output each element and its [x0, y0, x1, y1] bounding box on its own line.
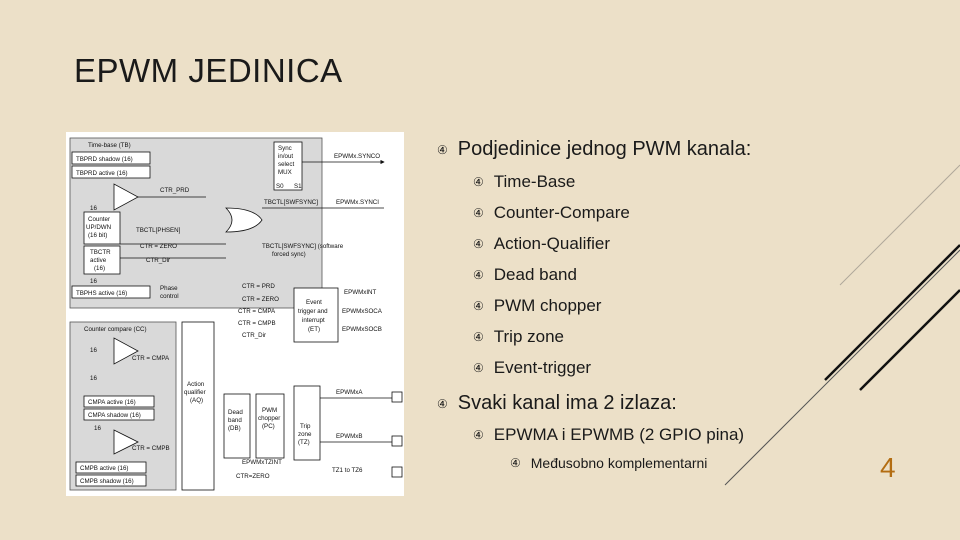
- cc-title: Counter compare (CC): [84, 326, 147, 333]
- slide-title: EPWM JEDINICA: [74, 52, 343, 89]
- bullet-icon: ④: [437, 396, 448, 411]
- db-l2: band: [228, 417, 242, 424]
- et-sig-cmpb: CTR = CMPB: [238, 320, 276, 327]
- bullet-icon: ④: [473, 299, 484, 313]
- pc-l2: chopper: [258, 415, 281, 422]
- tz-l3: (TZ): [298, 439, 310, 446]
- pc-l1: PWM: [262, 407, 278, 414]
- epwmxa-label: EPWMxA: [336, 389, 363, 396]
- ctr-prd-label: CTR_PRD: [160, 187, 190, 194]
- bullet-icon: ④: [473, 206, 484, 220]
- epwmx-int-label: EPWMxINT: [344, 289, 377, 296]
- sub-bullet-text: PWM chopper: [493, 296, 602, 315]
- tbctl-swfsync-label: TBCTL[SWFSYNC]: [264, 199, 318, 206]
- sub-bullet: [473, 234, 610, 254]
- bullet-icon: ④: [473, 330, 484, 344]
- tbctr-l2: active: [90, 257, 107, 264]
- sub-bullet-text: Trip zone: [493, 327, 564, 346]
- pc-l3: (PC): [262, 423, 275, 430]
- et-l3: interrupt: [302, 317, 325, 324]
- bullet-icon: ④: [473, 175, 484, 189]
- aq-l1: Action: [187, 381, 205, 388]
- et-sig-prd: CTR = PRD: [242, 283, 275, 290]
- cmpb-active-label: CMPB active (16): [80, 465, 129, 472]
- ctr-cmpb-label: CTR = CMPB: [132, 445, 170, 452]
- sub-bullet: [473, 358, 591, 378]
- tbprd-active-label: TBPRD active (16): [76, 170, 128, 177]
- bullet-main-1-text: Podjedinice jednog PWM kanala:: [457, 138, 752, 160]
- counter-l3: (16 bit): [88, 232, 108, 239]
- sub-bullet-text: Counter-Compare: [493, 203, 630, 222]
- sub-sub-bullet-text: Međusobno komplementarni: [530, 455, 708, 471]
- s0-label: S0: [276, 183, 284, 190]
- tz-inputs-label: TZ1 to TZ6: [332, 467, 363, 474]
- sub-bullet: [473, 425, 744, 445]
- sub-bullet-text: Event-trigger: [493, 358, 592, 377]
- n16-b: 16: [90, 278, 97, 285]
- tz-l1: Trip: [300, 423, 311, 430]
- sub-bullet-text: Time-Base: [493, 172, 576, 191]
- sync-l4: MUX: [278, 169, 292, 176]
- sub-bullet-text: Action-Qualifier: [493, 234, 610, 253]
- sub-bullet: [473, 172, 575, 192]
- n16-e: 16: [94, 425, 101, 432]
- phase-l1: Phase: [160, 285, 178, 292]
- sub-bullet-text: Dead band: [493, 265, 577, 284]
- bullet-icon: ④: [510, 456, 521, 470]
- cmpa-active-label: CMPA active (16): [88, 399, 136, 406]
- tbctl-phsen-label: TBCTL[PHSEN]: [136, 227, 181, 234]
- epwmx-synci-label: EPWMx.SYNCI: [336, 199, 379, 206]
- sub-bullet: [473, 203, 630, 223]
- et-l2: trigger and: [298, 308, 328, 315]
- sw-sync-l1: TBCTL[SWFSYNC] (software: [262, 243, 344, 250]
- db-l3: (DB): [228, 425, 241, 432]
- bullet-icon: ④: [437, 142, 448, 157]
- bullet-icon: ④: [473, 428, 484, 442]
- et-sig-dir: CTR_Dir: [242, 332, 267, 339]
- epwmxa-pin: [392, 392, 402, 402]
- tbprd-shadow-label: TBPRD shadow (16): [76, 156, 133, 163]
- db-l1: Dead: [228, 409, 243, 416]
- bullet-main-2-text: Svaki kanal ima 2 izlaza:: [457, 392, 677, 414]
- n16-d: 16: [90, 375, 97, 382]
- epwmxb-label: EPWMxB: [336, 433, 363, 440]
- epwm-block-diagram: [66, 132, 404, 496]
- sub-bullet: [473, 265, 577, 285]
- tz-inputs-pin: [392, 467, 402, 477]
- epwmx-socb-label: EPWMxSOCB: [342, 326, 382, 333]
- bullet-main-2: [437, 392, 677, 415]
- ctr-zero2-label: CTR=ZERO: [236, 473, 270, 480]
- cmpa-shadow-label: CMPA shadow (16): [88, 412, 141, 419]
- sub-sub-bullet: [510, 455, 707, 471]
- n16-c: 16: [90, 347, 97, 354]
- bullet-icon: ④: [473, 361, 484, 375]
- counter-l2: UP/DWN: [86, 224, 112, 231]
- tz-l2: zone: [298, 431, 312, 438]
- epwmx-synco-label: EPWMx.SYNCO: [334, 153, 381, 160]
- et-sig-cmpa: CTR = CMPA: [238, 308, 276, 315]
- bullet-icon: ④: [473, 237, 484, 251]
- action-qualifier-box: [182, 322, 214, 490]
- epwmx-soca-label: EPWMxSOCA: [342, 308, 382, 315]
- n16-a: 16: [90, 205, 97, 212]
- et-sig-zero: CTR = ZERO: [242, 296, 279, 303]
- sync-l1: Sync: [278, 145, 292, 152]
- sub-bullet-text: EPWMA i EPWMB (2 GPIO pina): [493, 425, 745, 444]
- s1-label: S1: [294, 183, 302, 190]
- tbctr-l3: (16): [94, 265, 106, 272]
- bullet-icon: ④: [473, 268, 484, 282]
- tb-title: Time-base (TB): [88, 142, 131, 149]
- epwmx-tzint-label: EPWMxTZINT: [242, 459, 282, 466]
- sub-bullet: [473, 296, 601, 316]
- ctr-dir-label: CTR_Dir: [146, 257, 171, 264]
- tbphs-active-label: TBPHS active (16): [76, 290, 128, 297]
- page-number: 4: [880, 452, 896, 483]
- ctr-zero-label: CTR = ZERO: [140, 243, 177, 250]
- ctr-cmpa-label: CTR = CMPA: [132, 355, 170, 362]
- epwmxb-pin: [392, 436, 402, 446]
- event-trigger-box: [294, 288, 338, 342]
- aq-l3: (AQ): [190, 397, 204, 404]
- bullet-main-1: [437, 138, 751, 161]
- sync-l2: in/out: [278, 153, 294, 160]
- counter-l1: Counter: [88, 216, 111, 223]
- aq-l2: qualifier: [184, 389, 206, 396]
- et-l1: Event: [306, 299, 322, 306]
- sw-sync-l2: forced sync): [272, 251, 306, 258]
- sub-bullet: [473, 327, 564, 347]
- et-l4: (ET): [308, 326, 321, 333]
- cmpb-shadow-label: CMPB shadow (16): [80, 478, 134, 485]
- tbctr-l1: TBCTR: [90, 249, 111, 256]
- sync-l3: select: [278, 161, 295, 168]
- phase-l2: control: [160, 293, 179, 300]
